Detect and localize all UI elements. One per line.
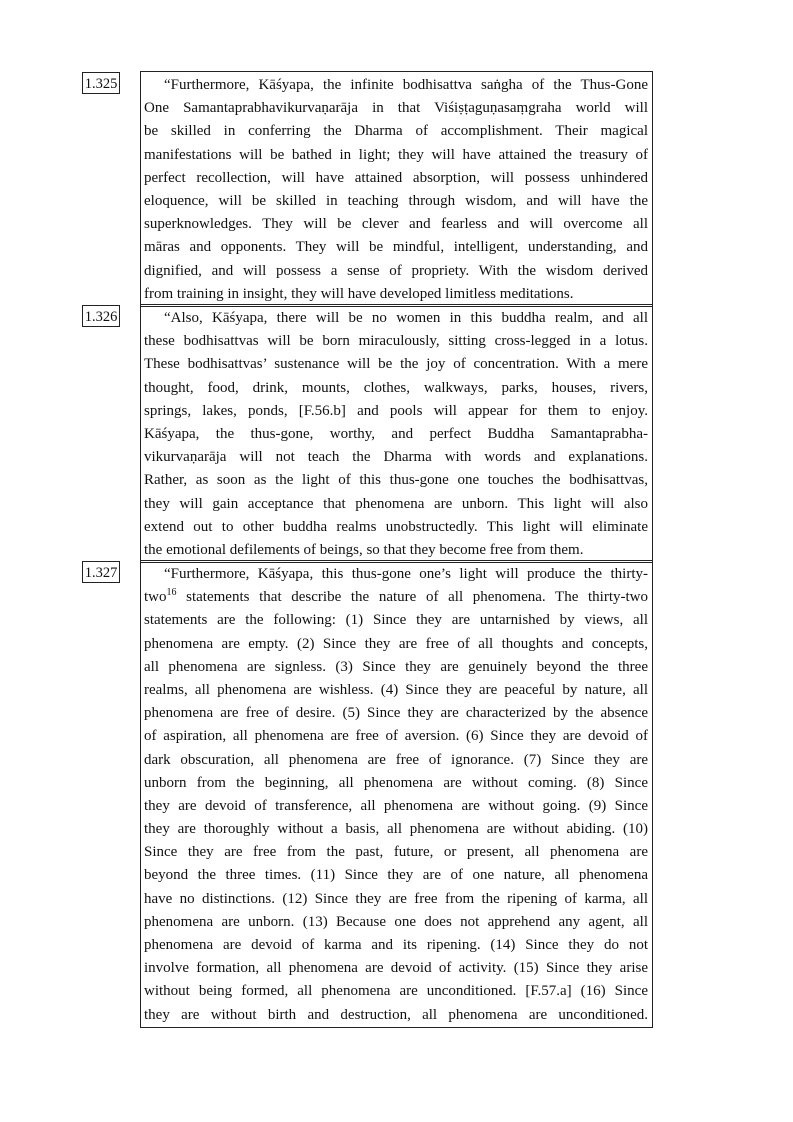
text-line: these bodhisattvas will be born miraculously, sitting cross-legged in a lotus.	[144, 333, 648, 350]
paragraph-number: 1.327	[82, 561, 120, 583]
text-line: statements are the following: (1) Since they are untarnished by views, all	[144, 612, 648, 629]
text-line: realms, all phenomena are wishless. (4) Since they are peaceful by nature, all	[144, 681, 648, 698]
text-line: without being formed, all phenomena are unconditioned. [F.57.a] (16) Since	[144, 983, 648, 1000]
text-line: Kāśyapa, the thus-gone, worthy, and perfect Buddha Samantaprabha-	[144, 425, 648, 442]
text-line: dignified, and will possess a sense of propriety. With the wisdom derived	[144, 262, 648, 279]
text-line: the emotional defilements of beings, so that they become free from them.	[144, 541, 584, 558]
text-line: “Furthermore, Kāśyapa, the infinite bodhisattva saṅgha of the Thus-Gone	[164, 77, 648, 93]
text-line: they will gain acceptance that phenomena are unborn. This light will also	[144, 495, 648, 512]
text-line: phenomena are devoid of karma and its ripening. (14) Since they do not	[144, 937, 648, 953]
text-line: eloquence, will be skilled in teaching through wisdom, and will have the	[144, 192, 648, 209]
text-line: phenomena are empty. (2) Since they are free of all thoughts and concepts,	[144, 635, 648, 652]
text-fragment: statements that describe the nature of all phenomena. The thirty-two	[176, 589, 648, 606]
text-line: One Samantaprabhavikurvaṇarāja in that Viśiṣṭaguṇasaṃgraha world will	[144, 100, 648, 117]
text-line: vikurvaṇarāja will not teach the Dharma with words and explanations.	[144, 449, 648, 466]
text-line: “Furthermore, Kāśyapa, this thus-gone one’s light will produce the thirty-	[164, 566, 648, 582]
text-line	[144, 586, 648, 609]
text-line: involve formation, all phenomena are devoid of activity. (15) Since they arise	[144, 960, 648, 977]
text-line: thought, food, drink, mounts, clothes, walkways, parks, houses, rivers,	[144, 379, 648, 396]
text-line: phenomena are free of desire. (5) Since they are characterized by the absence	[144, 705, 648, 722]
text-line: from training in insight, they will have developed limitless meditations.	[144, 285, 574, 302]
text-line: all phenomena are signless. (3) Since they are genuinely beyond the three	[144, 658, 648, 675]
text-line: they are devoid of transference, all phenomena are without going. (9) Since	[144, 797, 648, 814]
text-line: extend out to other buddha realms unobstructedly. This light will eliminate	[144, 518, 648, 535]
text-line: These bodhisattvas’ sustenance will be the joy of concentration. With a mere	[144, 356, 648, 373]
text-line: manifestations will be bathed in light; they will have attained the treasury of	[144, 146, 648, 163]
text-line: phenomena are unborn. (13) Because one does not apprehend any agent, all	[144, 913, 648, 930]
text-line: māras and opponents. They will be mindful, intelligent, understanding, and	[144, 239, 648, 256]
text-line: perfect recollection, will have attained absorption, will possess unhindered	[144, 169, 648, 186]
text-line: superknowledges. They will be clever and fearless and will overcome all	[144, 216, 648, 233]
paragraph-1327	[140, 560, 653, 1028]
text-line: Rather, as soon as the light of this thus-gone one touches the bodhisattvas,	[144, 472, 648, 489]
text-line: of aspiration, all phenomena are free of aversion. (6) Since they are devoid of	[144, 728, 648, 745]
text-line: beyond the three times. (11) Since they are of one nature, all phenomena	[144, 867, 648, 884]
text-line: they are thoroughly without a basis, all phenomena are without abiding. (10)	[144, 821, 648, 838]
text-line: have no distinctions. (12) Since they are free from the ripening of karma, all	[144, 890, 648, 907]
paragraph-number: 1.325	[82, 72, 120, 94]
text-fragment: two	[144, 589, 167, 606]
text-line: Since they are free from the past, future, or present, all phenomena are	[144, 844, 648, 861]
paragraph-1325	[140, 71, 653, 307]
paragraph-number: 1.326	[82, 305, 120, 327]
text-line: unborn from the beginning, all phenomena are without coming. (8) Since	[144, 774, 648, 791]
text-line: springs, lakes, ponds, [F.56.b] and pools will appear for them to enjoy.	[144, 402, 648, 419]
text-line: be skilled in conferring the Dharma of accomplishment. Their magical	[144, 123, 648, 140]
footnote-marker[interactable]: 16	[166, 587, 177, 599]
text-line: they are without birth and destruction, all phenomena are unconditioned.	[144, 1006, 648, 1023]
text-line: “Also, Kāśyapa, there will be no women in this buddha realm, and all	[164, 310, 648, 326]
paragraph-1326	[140, 304, 653, 563]
text-line: dark obscuration, all phenomena are free of ignorance. (7) Since they are	[144, 751, 648, 768]
